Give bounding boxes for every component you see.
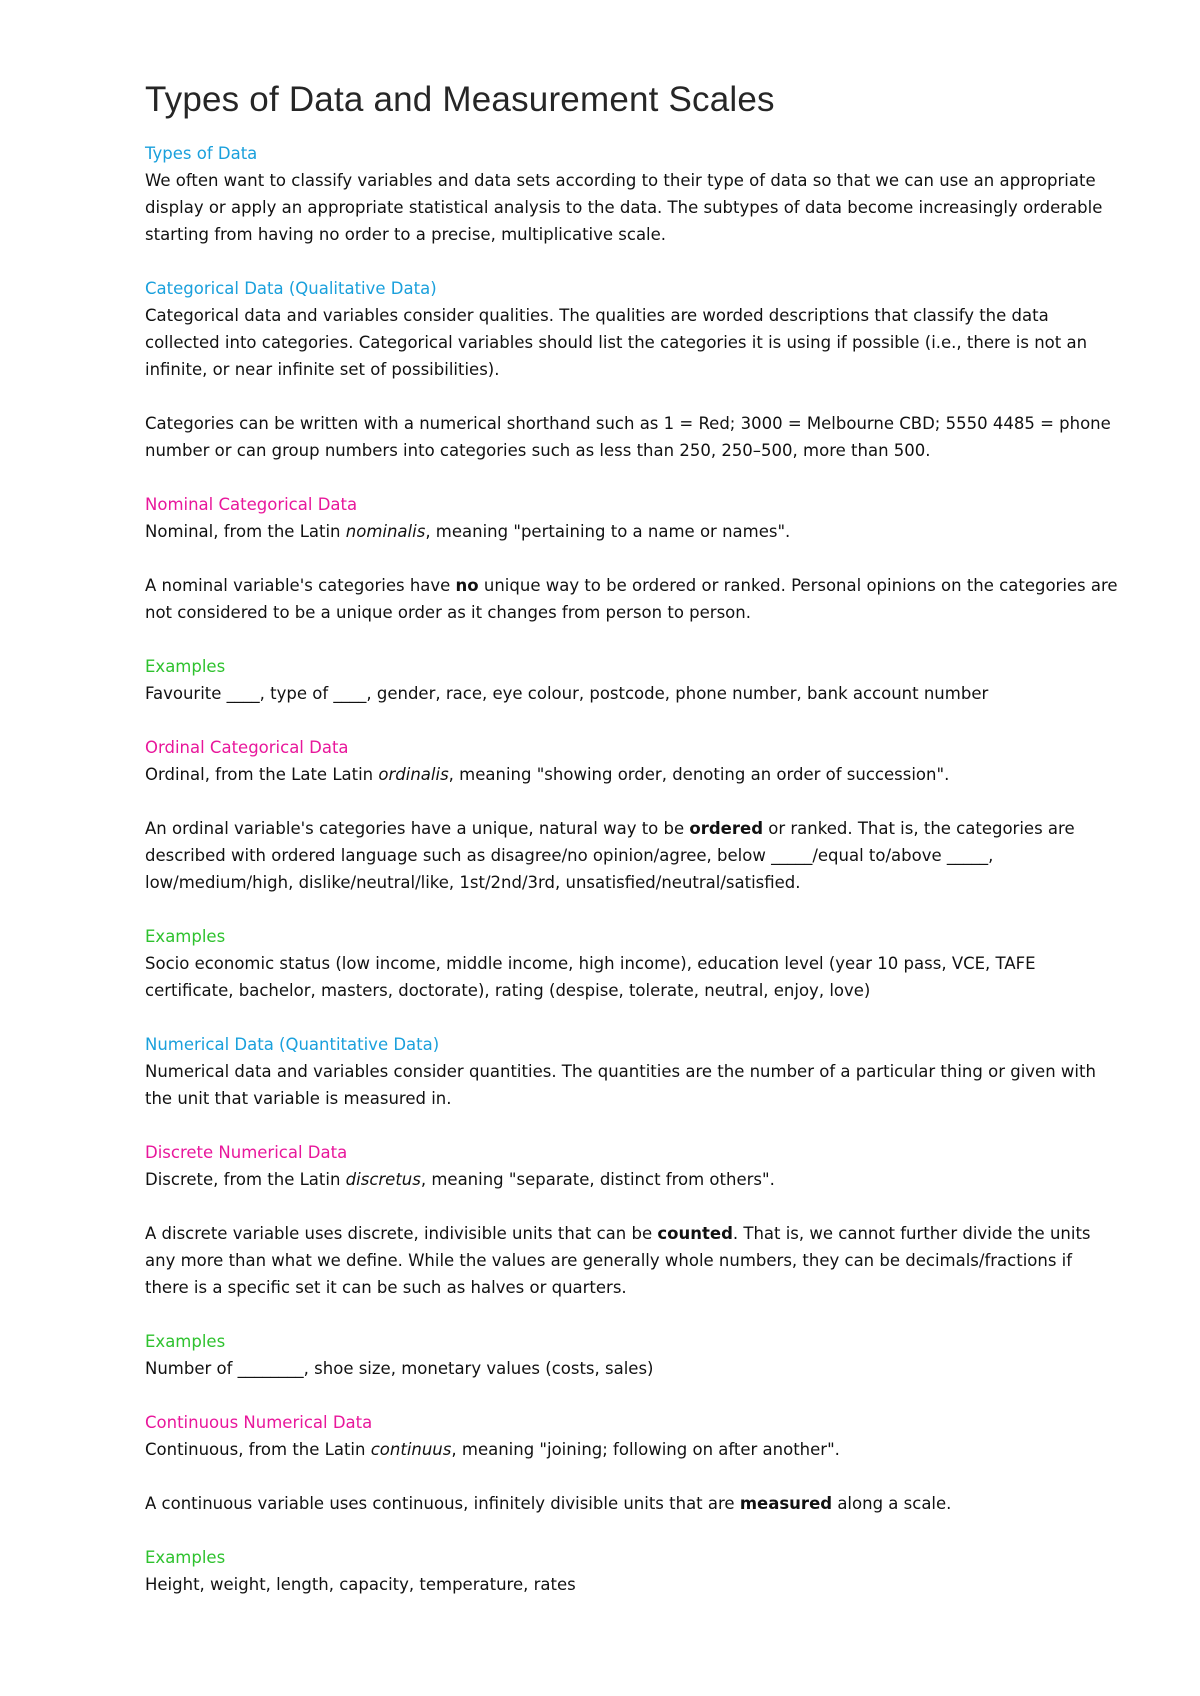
emphasis-ordered: ordered [689,819,764,838]
section-heading-nominal: Nominal Categorical Data [145,495,358,514]
categorical-shorthand-paragraph: Categories can be written with a numerical shorthand such as 1 = Red; 3000 = Melbourne CBD; 5550 4485 = phone number or can group numbers into categories such as less than 250, 250–500, more than 500. [145,414,1111,460]
examples-heading-discrete: Examples [145,1332,226,1351]
section-heading-types-of-data: Types of Data [145,144,258,163]
section-heading-continuous: Continuous Numerical Data [145,1413,373,1432]
nominal-etymology: Nominal, from the Latin nominalis, meaning "pertaining to a name or names". [145,522,791,541]
emphasis-no: no [455,576,479,595]
latin-word-discretus: discretus [345,1170,421,1189]
ordinal-etymology: Ordinal, from the Late Latin ordinalis, meaning "showing order, denoting an order of succession". [145,765,950,784]
section-heading-numerical-data: Numerical Data (Quantitative Data) [145,1035,440,1054]
continuous-etymology: Continuous, from the Latin continuus, meaning "joining; following on after another". [145,1440,840,1459]
nominal-paragraph: A nominal variable's categories have no unique way to be ordered or ranked. Personal opinions on the categories are not considered to be a unique order as it changes from person to person. [145,576,1118,622]
continuous-paragraph: A continuous variable uses continuous, infinitely divisible units that are measured along a scale. [145,1494,952,1513]
emphasis-measured: measured [739,1494,833,1513]
types-of-data-paragraph: We often want to classify variables and data sets according to their type of data so that we can use an appropriate display or apply an appropriate statistical analysis to the data. The subtypes of data become increasingly orderable starting from having no order to a precise, multiplicative scale. [145,171,1103,244]
numerical-data-paragraph: Numerical data and variables consider quantities. The quantities are the number of a particular thing or given with the unit that variable is measured in. [145,1062,1096,1108]
continuous-examples: Height, weight, length, capacity, temperature, rates [145,1575,576,1594]
latin-word-ordinalis: ordinalis [378,765,449,784]
discrete-paragraph: A discrete variable uses discrete, indivisible units that can be counted. That is, we cannot further divide the units any more than what we define. While the values are generally whole numbers, they can be decimals/fractions if there is a specific set it can be such as halves or quarters. [145,1224,1091,1297]
section-heading-ordinal: Ordinal Categorical Data [145,738,349,757]
latin-word-nominalis: nominalis [345,522,426,541]
emphasis-counted: counted [657,1224,733,1243]
examples-heading-ordinal: Examples [145,927,226,946]
ordinal-paragraph: An ordinal variable's categories have a unique, natural way to be ordered or ranked. That is, the categories are described with ordered language such as disagree/no opinion/agree, below _____/equal to/above _____, low/medium/high, dislike/neutral/like, 1st/2nd/3rd, unsatisfied/neutral/satisfied. [145,819,1075,892]
page-title: Types of Data and Measurement Scales [145,80,775,119]
latin-word-continuus: continuus [370,1440,452,1459]
examples-heading-nominal: Examples [145,657,226,676]
discrete-etymology: Discrete, from the Latin discretus, meaning "separate, distinct from others". [145,1170,775,1189]
nominal-examples: Favourite ____, type of ____, gender, race, eye colour, postcode, phone number, bank account number [145,684,989,703]
section-heading-discrete: Discrete Numerical Data [145,1143,348,1162]
section-heading-categorical-data: Categorical Data (Qualitative Data) [145,279,437,298]
categorical-data-paragraph: Categorical data and variables consider qualities. The qualities are worded descriptions that classify the data collected into categories. Categorical variables should list the categories it is using if possible (i.e., there is not an infinite, or near infinite set of possibilities). [145,306,1088,379]
examples-heading-continuous: Examples [145,1548,226,1567]
discrete-examples: Number of ________, shoe size, monetary values (costs, sales) [145,1359,654,1378]
ordinal-examples: Socio economic status (low income, middle income, high income), education level (year 10 pass, VCE, TAFE certificate, bachelor, masters, doctorate), rating (despise, tolerate, neutral, enjoy, love) [145,954,1036,1000]
